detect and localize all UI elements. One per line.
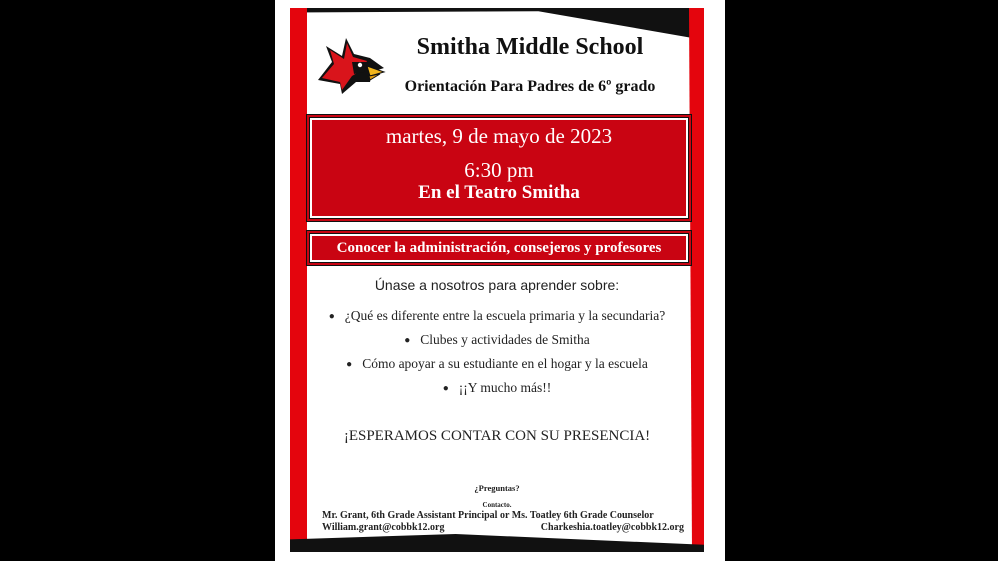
bullet-icon: ● — [442, 383, 449, 394]
bullet-icon: ● — [346, 359, 353, 370]
email-toatley: Charkeshia.toatley@cobbk12.org — [540, 522, 684, 533]
list-item: ● Clubes y actividades de Smitha — [404, 332, 590, 347]
contact-names: Mr. Grant, 6th Grade Assistant Principal or Ms. Toatley 6th Grade Counselor — [322, 510, 654, 521]
list-item: ● ¡¡Y mucho más!! — [442, 380, 552, 395]
questions-label: ¿Preguntas? — [474, 483, 520, 493]
list-item: ● ¿Qué es diferente entre la escuela primaria y la secundaria? — [328, 308, 666, 323]
list-item: ● Cómo apoyar a su estudiante en el hogar y la escuela — [346, 356, 648, 371]
bullet-icon: ● — [404, 335, 411, 346]
event-date: martes, 9 de mayo de 2023 — [385, 124, 613, 148]
event-venue: En el Teatro Smitha — [418, 182, 580, 203]
email-grant: William.grant@cobbk12.org — [322, 522, 445, 533]
join-text: Únase a nosotros para aprender sobre: — [374, 277, 620, 293]
closing-text: ¡ESPERAMOS CONTAR CON SU PRESENCIA! — [343, 428, 651, 444]
school-name: Smitha Middle School — [416, 34, 644, 60]
event-details-box — [306, 114, 692, 222]
flyer — [290, 8, 704, 552]
topics-list — [290, 304, 704, 400]
contact-label: Contacto. — [482, 501, 512, 509]
event-time: 6:30 pm — [464, 158, 534, 182]
meet-banner: Conocer la administración, consejeros y profesores — [306, 230, 692, 266]
event-subtitle: Orientación Para Padres de 6º grado — [404, 78, 656, 95]
cardinal-logo-icon — [312, 32, 386, 102]
bottom-black-stripe — [290, 534, 704, 552]
bullet-icon: ● — [328, 311, 335, 322]
